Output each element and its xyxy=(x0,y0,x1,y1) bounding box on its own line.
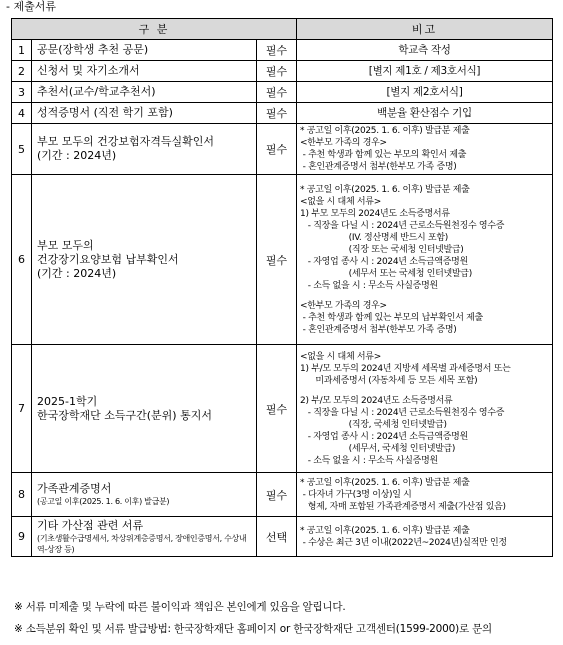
table-row xyxy=(12,517,553,557)
document-name xyxy=(32,61,257,82)
remarks-spacer xyxy=(300,387,549,395)
table-row xyxy=(12,345,553,473)
row-number: 9 xyxy=(12,517,32,557)
document-name-line: 한국장학재단 소득구간(분위) 통지서 xyxy=(37,408,212,422)
table-row xyxy=(12,61,553,82)
remarks-line: 미과세증명서 (자동차세 등 모든 세목 포함) xyxy=(300,375,478,386)
document-remarks xyxy=(297,61,553,82)
table-row xyxy=(12,40,553,61)
remarks-line: - 다자녀 가구(3명 이상)일 시 xyxy=(300,489,412,500)
footnote-income-inquiry: ※ 소득분위 확인 및 서류 발급방법: 한국장학재단 홈페이지 or 한국장학재단 고객센터(1599-2000)로 문의 xyxy=(14,623,492,635)
required-documents-table xyxy=(11,18,553,557)
document-name xyxy=(32,103,257,124)
document-remarks xyxy=(297,40,553,61)
remarks-line: (세무서, 국세청 인터넷발급) xyxy=(300,443,456,454)
document-remarks xyxy=(297,175,553,345)
table-header-row xyxy=(12,19,553,40)
header-remarks: 비고 xyxy=(297,19,553,40)
remarks-line: [별지 제2호서식] xyxy=(386,86,463,98)
remarks-line: - 직장을 다닐 시 : 2024년 근로소득원천징수 영수증 xyxy=(300,220,505,231)
requirement-status: 필수 xyxy=(257,103,297,124)
remarks-line: 1) 부/모 모두의 2024년 지방세 세목별 과세증명서 또는 xyxy=(300,363,511,374)
remarks-line: (직장, 국세청 인터넷발급) xyxy=(300,419,447,430)
remarks-line: 백분율 환산점수 기입 xyxy=(377,107,472,119)
remarks-line: - 자영업 종사 시 : 2024년 소득금액증명원 xyxy=(300,256,468,267)
document-name-line: 신청서 및 자기소개서 xyxy=(37,64,140,77)
remarks-line: (직장 또는 국세청 인터넷발급) xyxy=(300,244,464,255)
remarks-line: * 공고일 이후(2025. 1. 6. 이후) 발급분 제출 xyxy=(300,126,470,136)
remarks-line: <한부모 가족의 경우> xyxy=(300,138,387,148)
requirement-status: 필수 xyxy=(257,82,297,103)
table-row xyxy=(12,473,553,517)
row-number: 1 xyxy=(12,40,32,61)
remarks-line: * 공고일 이후(2025. 1. 6. 이후) 발급분 제출 xyxy=(300,477,470,488)
remarks-line: - 혼인관계증명서 첨부(한부모 가족 증명) xyxy=(300,324,457,335)
remarks-line: (세무서 또는 국세청 인터넷발급) xyxy=(300,268,472,279)
requirement-status: 필수 xyxy=(257,61,297,82)
requirement-status: 필수 xyxy=(257,40,297,61)
remarks-line: - 소득 없을 시 : 무소득 사실증명원 xyxy=(300,455,438,466)
table-row xyxy=(12,103,553,124)
remarks-line: * 공고일 이후(2025. 1. 6. 이후) 발급분 제출 xyxy=(300,525,470,536)
row-number: 3 xyxy=(12,82,32,103)
remarks-line: (IV. 정산명세 반드시 포함) xyxy=(300,232,448,243)
row-number: 5 xyxy=(12,124,32,175)
row-number: 2 xyxy=(12,61,32,82)
document-name xyxy=(32,124,257,175)
document-name xyxy=(32,175,257,345)
table-row xyxy=(12,175,553,345)
remarks-line: <없을 시 대체 서류> xyxy=(300,196,381,207)
remarks-line: - 소득 없을 시 : 무소득 사실증명원 xyxy=(300,280,438,291)
remarks-line: 1) 부모 모두의 2024년도 소득증명서류 xyxy=(300,208,450,219)
row-number: 8 xyxy=(12,473,32,517)
remarks-line: <없을 시 대체 서류> xyxy=(300,351,381,362)
remarks-line: * 공고일 이후(2025. 1. 6. 이후) 발급분 제출 xyxy=(300,184,470,195)
remarks-line: - 추천 학생과 함께 있는 부모의 납부확인서 제출 xyxy=(300,312,483,323)
remarks-line: - 자영업 종사 시 : 2024년 소득금액증명원 xyxy=(300,431,468,442)
remarks-line: [별지 제1호 / 제3호서식] xyxy=(368,65,481,77)
document-name-line: 부모 모두의 건강보험자격득실확인서 xyxy=(37,135,215,148)
document-name-line: 공문(장학생 추천 공문) xyxy=(37,43,149,56)
document-name xyxy=(32,82,257,103)
footnote-missing-documents: ※ 서류 미제출 및 누락에 따른 불이익과 책임은 본인에게 있음을 알립니다. xyxy=(14,601,346,613)
section-title: - 제출서류 xyxy=(6,0,56,13)
document-remarks xyxy=(297,124,553,175)
document-name-line: 기타 가산점 관련 서류 xyxy=(37,518,144,532)
row-number: 6 xyxy=(12,175,32,345)
document-name-line: (기간 : 2024년) xyxy=(37,266,117,280)
document-name-line: 추천서(교수/학교추천서) xyxy=(37,85,156,98)
remarks-spacer xyxy=(300,292,549,300)
remarks-line: - 혼인관계증명서 첨부(한부모 가족 증명) xyxy=(300,162,457,172)
table-row xyxy=(12,124,553,175)
document-name-line: 건강장기요양보험 납부확인서 xyxy=(37,252,179,266)
document-remarks xyxy=(297,103,553,124)
header-category: 구 분 xyxy=(12,19,297,40)
document-name-note: (기초생활수급명세서, 차상위계층증명서, 장애인증명서, 수상내역-상장 등) xyxy=(37,533,247,554)
remarks-line: - 수상은 최근 3년 이내(2022년~2024년)실적만 인정 xyxy=(300,537,507,548)
remarks-line: 형제, 자매 포함된 가족관계증명서 제출(가산점 있음) xyxy=(300,501,506,512)
requirement-status: 선택 xyxy=(257,517,297,557)
table-row xyxy=(12,82,553,103)
document-name xyxy=(32,473,257,517)
requirement-status: 필수 xyxy=(257,124,297,175)
remarks-line: <한부모 가족의 경우> xyxy=(300,300,387,311)
document-remarks xyxy=(297,82,553,103)
document-name-line: (기간 : 2024년) xyxy=(37,149,117,162)
requirement-status: 필수 xyxy=(257,175,297,345)
document-name-line: 가족관계증명서 xyxy=(37,482,112,495)
document-name xyxy=(32,345,257,473)
document-name-note: (공고일 이후(2025. 1. 6. 이후) 발급분) xyxy=(37,497,170,506)
remarks-line: 학교측 작성 xyxy=(398,44,451,56)
document-name-line: 성적증명서 (직전 학기 포함) xyxy=(37,106,173,119)
document-remarks xyxy=(297,345,553,473)
row-number: 4 xyxy=(12,103,32,124)
remarks-line: 2) 부/모 모두의 2024년도 소득증명서류 xyxy=(300,395,453,406)
document-remarks xyxy=(297,473,553,517)
remarks-line: - 추천 학생과 함께 있는 부모의 확인서 제출 xyxy=(300,150,467,160)
document-name-line: 2025-1학기 xyxy=(37,394,98,408)
document-remarks xyxy=(297,517,553,557)
document-name xyxy=(32,40,257,61)
row-number: 7 xyxy=(12,345,32,473)
remarks-line: - 직장을 다닐 시 : 2024년 근로소득원천징수 영수증 xyxy=(300,407,505,418)
requirement-status: 필수 xyxy=(257,473,297,517)
document-name xyxy=(32,517,257,557)
document-name-line: 부모 모두의 xyxy=(37,238,94,252)
requirement-status: 필수 xyxy=(257,345,297,473)
